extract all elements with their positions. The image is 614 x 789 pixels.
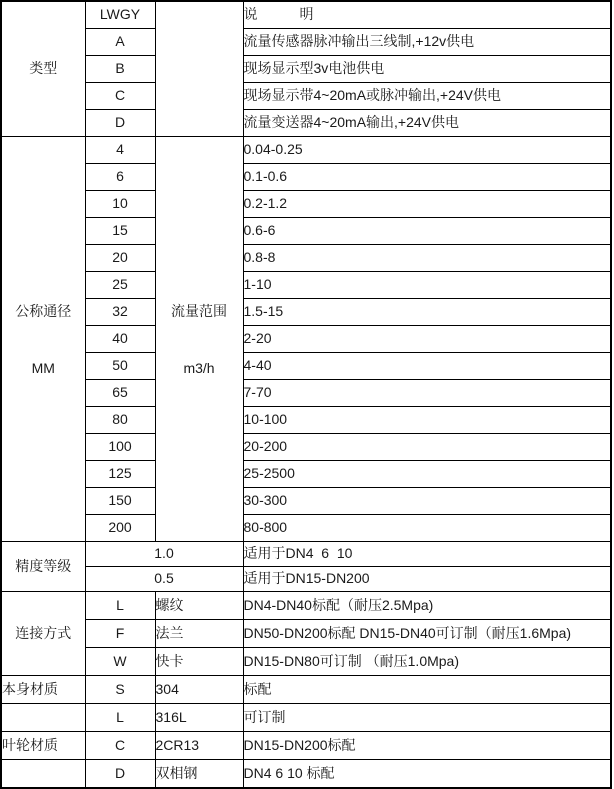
connection-desc: DN50-DN200标配 DN15-DN40可订制（耐压1.6Mpa) [243, 620, 611, 648]
impeller-material-desc: DN15-DN200标配 [243, 732, 611, 760]
table-row [1, 648, 611, 676]
table-row [1, 488, 611, 515]
flow-range-value: 4-40 [243, 353, 611, 380]
table-row [1, 676, 611, 704]
connection-name: 快卡 [155, 648, 243, 676]
dn-value: 125 [85, 461, 155, 488]
flow-range-value: 0.1-0.6 [243, 164, 611, 191]
table-row [1, 164, 611, 191]
section-label-accuracy: 精度等级 [1, 542, 85, 592]
body-material-desc: 可订制 [243, 704, 611, 732]
table-row [1, 704, 611, 732]
body-material-code: S [85, 676, 155, 704]
flow-range-value: 1.5-15 [243, 299, 611, 326]
table-row [1, 83, 611, 110]
table-row [1, 245, 611, 272]
body-material-label-empty [1, 704, 85, 732]
body-material-code: L [85, 704, 155, 732]
table-row [1, 760, 611, 789]
dn-value: 80 [85, 407, 155, 434]
dn-value: 10 [85, 191, 155, 218]
table-row [1, 407, 611, 434]
dn-value: 20 [85, 245, 155, 272]
dn-value: 65 [85, 380, 155, 407]
impeller-material-desc: DN4 6 10 标配 [243, 760, 611, 789]
connection-desc: DN4-DN40标配（耐压2.5Mpa) [243, 592, 611, 620]
type-middle-empty-cell [155, 1, 243, 137]
flow-range-value: 7-70 [243, 380, 611, 407]
flow-range-value: 25-2500 [243, 461, 611, 488]
table-row [1, 326, 611, 353]
flow-range-value: 30-300 [243, 488, 611, 515]
type-code: A [85, 29, 155, 56]
flow-range-value: 0.8-8 [243, 245, 611, 272]
diameter-label-line2: MM [31, 359, 55, 376]
model-code-header: LWGY [85, 1, 155, 29]
dn-value: 200 [85, 515, 155, 542]
body-material-desc: 标配 [243, 676, 611, 704]
connection-name: 法兰 [155, 620, 243, 648]
connection-name: 螺纹 [155, 592, 243, 620]
table-row [1, 567, 611, 592]
connection-code: F [85, 620, 155, 648]
flow-range-label-cell [155, 137, 243, 542]
flow-range-value: 0.6-6 [243, 218, 611, 245]
section-label-connection: 连接方式 [1, 592, 85, 676]
accuracy-desc: 适用于DN4 6 10 [243, 542, 611, 567]
table-row [1, 272, 611, 299]
type-desc: 流量传感器脉冲输出三线制,+12v供电 [243, 29, 611, 56]
dn-value: 6 [85, 164, 155, 191]
connection-code: W [85, 648, 155, 676]
table-row [1, 299, 611, 326]
table-row [1, 110, 611, 137]
dn-value: 50 [85, 353, 155, 380]
type-desc: 现场显示型3v电池供电 [243, 56, 611, 83]
section-label-impeller-material: 叶轮材质 [1, 732, 85, 760]
table-row [1, 620, 611, 648]
section-label-diameter [1, 137, 85, 542]
type-desc: 现场显示带4~20mA或脉冲输出,+24V供电 [243, 83, 611, 110]
table-row [1, 353, 611, 380]
flow-range-value: 20-200 [243, 434, 611, 461]
table-row [1, 218, 611, 245]
table-row [1, 56, 611, 83]
impeller-material-name: 2CR13 [155, 732, 243, 760]
section-label-body-material: 本身材质 [1, 676, 85, 704]
description-header: 说 明 [243, 1, 611, 29]
table-row [1, 191, 611, 218]
body-material-name: 316L [155, 704, 243, 732]
table-row [1, 29, 611, 56]
table-row [1, 1, 611, 29]
table-row [1, 732, 611, 760]
flow-range-value: 0.04-0.25 [243, 137, 611, 164]
flow-range-value: 80-800 [243, 515, 611, 542]
flow-range-value: 1-10 [243, 272, 611, 299]
impeller-material-label-empty [1, 760, 85, 789]
dn-value: 100 [85, 434, 155, 461]
dn-value: 25 [85, 272, 155, 299]
type-code: D [85, 110, 155, 137]
type-desc: 流量变送器4~20mA输出,+24V供电 [243, 110, 611, 137]
table-row [1, 515, 611, 542]
flow-range-value: 0.2-1.2 [243, 191, 611, 218]
connection-code: L [85, 592, 155, 620]
accuracy-grade: 0.5 [85, 567, 243, 592]
flow-range-value: 10-100 [243, 407, 611, 434]
dn-value: 15 [85, 218, 155, 245]
table-row [1, 461, 611, 488]
accuracy-grade: 1.0 [85, 542, 243, 567]
impeller-material-code: C [85, 732, 155, 760]
table-row [1, 542, 611, 567]
dn-value: 32 [85, 299, 155, 326]
impeller-material-code: D [85, 760, 155, 789]
dn-value: 40 [85, 326, 155, 353]
table-row [1, 592, 611, 620]
diameter-label-line1: 公称通径 [15, 302, 72, 319]
dn-value: 150 [85, 488, 155, 515]
table-row [1, 380, 611, 407]
flow-range-value: 2-20 [243, 326, 611, 353]
table-row [1, 137, 611, 164]
impeller-material-name: 双相钢 [155, 760, 243, 789]
section-label-type: 类型 [1, 1, 85, 137]
body-material-name: 304 [155, 676, 243, 704]
connection-desc: DN15-DN80可订制 （耐压1.0Mpa) [243, 648, 611, 676]
type-code: B [85, 56, 155, 83]
table-row [1, 434, 611, 461]
dn-value: 4 [85, 137, 155, 164]
flow-range-label-line1: 流量范围 [171, 302, 227, 319]
accuracy-desc: 适用于DN15-DN200 [243, 567, 611, 592]
type-code: C [85, 83, 155, 110]
flow-range-label-line2: m3/h [183, 359, 215, 376]
